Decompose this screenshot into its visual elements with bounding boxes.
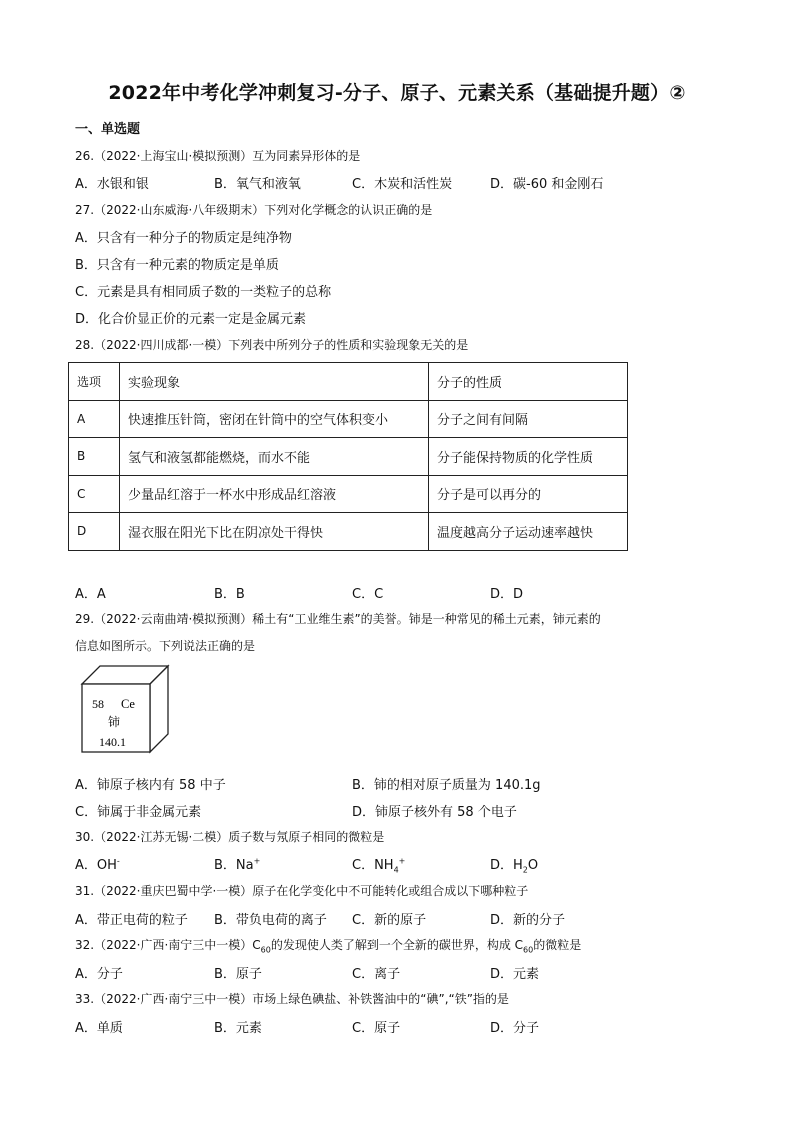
table-row	[69, 513, 628, 551]
q29-option-a: A．铈原子核内有 58 中子	[75, 778, 226, 793]
subscript: 60	[523, 945, 534, 955]
table-cell: C	[69, 475, 120, 513]
question-31-stem: 31.（2022·重庆巴蜀中学·一模）原子在化学变化中不可能转化或组合成以下哪种粒子	[75, 884, 529, 898]
q26-option-c: C．木炭和活性炭	[352, 177, 453, 192]
q32-option-a: A．分子	[75, 967, 123, 982]
q30-option-b	[214, 854, 260, 873]
q27-option-b: B．只含有一种元素的物质定是单质	[75, 258, 279, 273]
table-header-row	[69, 363, 628, 401]
subscript: 4	[393, 865, 399, 875]
q30-option-d	[490, 854, 538, 875]
table-header-cell: 选项	[69, 363, 120, 401]
q32-option-c: C．离子	[352, 967, 401, 982]
table-cell: D	[69, 513, 120, 551]
q31-option-b: B．带负电荷的离子	[214, 913, 327, 928]
option-text: O	[527, 858, 539, 873]
table-cell: 湿衣服在阳光下比在阴凉处干得快	[120, 513, 429, 551]
question-29-stem: 29.（2022·云南曲靖·模拟预测）稀土有“工业维生素”的美誉。铈是一种常见的稀土元素，铈元素的	[75, 612, 601, 626]
q26-option-d: D．碳-60 和金刚石	[490, 177, 604, 192]
atomic-mass: 140.1	[99, 735, 126, 749]
option-text: C．NH	[352, 858, 394, 873]
element-symbol: Ce	[121, 697, 135, 711]
element-cell-diagram	[80, 664, 172, 756]
q31-option-c: C．新的原子	[352, 913, 427, 928]
option-text: A．OH	[75, 858, 117, 873]
q28-option-b: B．B	[214, 587, 245, 602]
page-title: 2022年中考化学冲刺复习-分子、原子、元素关系（基础提升题）②	[108, 82, 686, 104]
option-text: B．Na	[214, 858, 254, 873]
table-header-cell: 实验现象	[120, 363, 429, 401]
table-cell: 温度越高分子运动速率越快	[429, 513, 628, 551]
q29-option-d: D．铈原子核外有 58 个电子	[352, 805, 517, 820]
q30-option-c	[352, 854, 405, 875]
table-cell: 分子是可以再分的	[429, 475, 628, 513]
table-cell: 分子能保持物质的化学性质	[429, 438, 628, 476]
q28-option-c: C．C	[352, 587, 384, 602]
question-32-stem	[75, 936, 581, 954]
q33-option-b: B．元素	[214, 1021, 262, 1036]
superscript: +	[398, 856, 406, 866]
table-cell: 氢气和液氢都能燃烧，而水不能	[120, 438, 429, 476]
question-28-stem: 28.（2022·四川成都·一模）下列表中所列分子的性质和实验现象无关的是	[75, 338, 469, 352]
q32-option-b: B．原子	[214, 967, 262, 982]
q28-option-d: D．D	[490, 587, 524, 602]
question-30-stem: 30.（2022·江苏无锡·二模）质子数与氖原子相同的微粒是	[75, 830, 385, 844]
q26-option-b: B．氧气和液氧	[214, 177, 301, 192]
subscript: 2	[522, 865, 528, 875]
table-header-cell: 分子的性质	[429, 363, 628, 401]
superscript: -	[116, 856, 120, 866]
table-cell: A	[69, 400, 120, 438]
subscript: 60	[260, 945, 271, 955]
table-cell: B	[69, 438, 120, 476]
q33-option-a: A．单质	[75, 1021, 123, 1036]
q26-option-a: A．水银和银	[75, 177, 149, 192]
question-29-stem-cont: 信息如图所示。下列说法正确的是	[75, 639, 256, 653]
q32-option-d: D．元素	[490, 967, 540, 982]
table-cell: 快速推压针筒，密闭在针筒中的空气体积变小	[120, 400, 429, 438]
atomic-number: 58	[92, 697, 104, 711]
q31-option-d: D．新的分子	[490, 913, 566, 928]
question-33-stem: 33.（2022·广西·南宁三中一模）市场上绿色碘盐、补铁酱油中的“碘”,“铁”指的是	[75, 992, 509, 1006]
q33-option-c: C．原子	[352, 1021, 401, 1036]
experiment-table	[68, 362, 628, 551]
table-row	[69, 475, 628, 513]
table-cell: 分子之间有间隔	[429, 400, 628, 438]
q33-option-d: D．分子	[490, 1021, 540, 1036]
table-row	[69, 438, 628, 476]
question-26-stem: 26.（2022·上海宝山·模拟预测）互为同素异形体的是	[75, 149, 361, 163]
q30-option-a	[75, 854, 120, 873]
q28-option-a: A．A	[75, 587, 106, 602]
section-heading: 一、单选题	[75, 122, 141, 137]
question-27-stem: 27.（2022·山东威海·八年级期末）下列对化学概念的认识正确的是	[75, 203, 433, 217]
q29-option-b: B．铈的相对原子质量为 140.1g	[352, 778, 541, 793]
option-text: D．H	[490, 858, 523, 873]
q27-option-d: D．化合价显正价的元素一定是金属元素	[75, 312, 307, 327]
q31-option-a: A．带正电荷的粒子	[75, 913, 188, 928]
table-cell: 少量品红溶于一杯水中形成品红溶液	[120, 475, 429, 513]
q27-option-a: A．只含有一种分子的物质定是纯净物	[75, 231, 292, 246]
stem-text: 的微粒是	[533, 938, 582, 952]
element-name: 铈	[108, 715, 121, 729]
stem-text: 的发现使人类了解到一个全新的碳世界，构成 C	[270, 938, 524, 952]
stem-text: 32.（2022·广西·南宁三中一模）C	[75, 938, 261, 952]
superscript: +	[253, 856, 261, 866]
table-row	[69, 400, 628, 438]
q27-option-c: C．元素是具有相同质子数的一类粒子的总称	[75, 285, 332, 300]
q29-option-c: C．铈属于非金属元素	[75, 805, 202, 820]
